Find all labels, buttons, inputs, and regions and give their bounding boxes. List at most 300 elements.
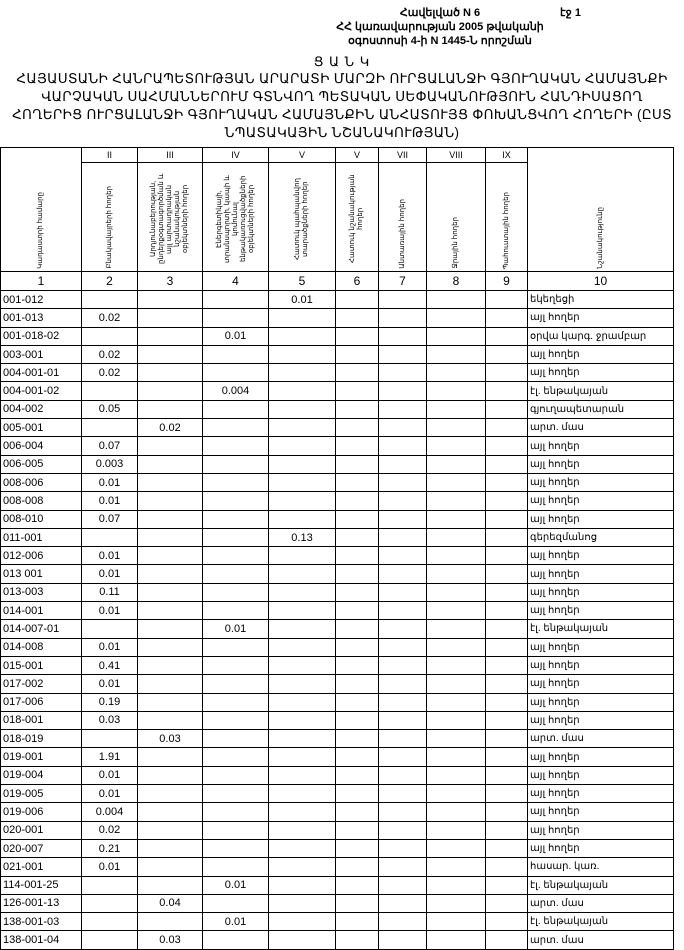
empty-cell bbox=[82, 620, 138, 638]
empty-cell bbox=[269, 492, 336, 510]
empty-cell bbox=[82, 913, 138, 931]
empty-cell bbox=[269, 931, 336, 949]
empty-cell bbox=[379, 638, 427, 656]
area-value: 0.01 bbox=[82, 473, 138, 491]
empty-cell bbox=[379, 894, 427, 912]
column-header bbox=[82, 163, 138, 272]
cadastral-code: 019-006 bbox=[1, 803, 82, 821]
column-number: 8 bbox=[427, 272, 486, 291]
empty-cell bbox=[427, 693, 486, 711]
empty-cell bbox=[427, 638, 486, 656]
purpose: այլ հողեր bbox=[528, 455, 674, 473]
empty-cell bbox=[336, 894, 379, 912]
empty-cell bbox=[269, 711, 336, 729]
area-value: 0.004 bbox=[82, 803, 138, 821]
page-number: էջ 1 bbox=[560, 7, 581, 19]
empty-cell bbox=[379, 620, 427, 638]
empty-cell bbox=[427, 345, 486, 363]
cadastral-code: 018-001 bbox=[1, 711, 82, 729]
column-roman: IV bbox=[203, 148, 269, 163]
empty-cell bbox=[486, 291, 528, 309]
empty-cell bbox=[269, 547, 336, 565]
area-value: 0.01 bbox=[82, 602, 138, 620]
empty-cell bbox=[138, 693, 203, 711]
purpose: այլ հողեր bbox=[528, 437, 674, 455]
area-value: 0.19 bbox=[82, 693, 138, 711]
column-roman: IX bbox=[486, 148, 528, 163]
area-value: 0.03 bbox=[82, 711, 138, 729]
roman-header-row bbox=[1, 148, 674, 163]
empty-cell bbox=[269, 839, 336, 857]
empty-cell bbox=[138, 345, 203, 363]
empty-cell bbox=[427, 876, 486, 894]
empty-cell bbox=[203, 309, 269, 327]
empty-cell bbox=[138, 327, 203, 345]
cadastral-code: 014-008 bbox=[1, 638, 82, 656]
empty-cell bbox=[269, 748, 336, 766]
empty-cell bbox=[138, 656, 203, 674]
empty-cell bbox=[427, 565, 486, 583]
empty-cell bbox=[336, 382, 379, 400]
table-row bbox=[1, 400, 674, 418]
empty-cell bbox=[203, 748, 269, 766]
area-value: 0.03 bbox=[138, 730, 203, 748]
empty-cell bbox=[138, 473, 203, 491]
purpose: գերեզմանոց bbox=[528, 528, 674, 546]
empty-cell bbox=[269, 803, 336, 821]
empty-cell bbox=[379, 565, 427, 583]
cadastral-code: 013 001 bbox=[1, 565, 82, 583]
empty-cell bbox=[486, 382, 528, 400]
empty-cell bbox=[486, 913, 528, 931]
empty-cell bbox=[138, 913, 203, 931]
empty-cell bbox=[379, 876, 427, 894]
empty-cell bbox=[379, 364, 427, 382]
table-row bbox=[1, 839, 674, 857]
empty-cell bbox=[336, 858, 379, 876]
empty-cell bbox=[203, 656, 269, 674]
empty-cell bbox=[203, 547, 269, 565]
table-row bbox=[1, 638, 674, 656]
area-value: 0.01 bbox=[82, 785, 138, 803]
purpose: այլ հողեր bbox=[528, 492, 674, 510]
purpose: էլ. ենթակայան bbox=[528, 620, 674, 638]
empty-cell bbox=[486, 858, 528, 876]
area-value: 0.21 bbox=[82, 839, 138, 857]
area-value: 0.01 bbox=[82, 675, 138, 693]
table-row bbox=[1, 931, 674, 949]
purpose: արտ. մաս bbox=[528, 894, 674, 912]
table-row bbox=[1, 894, 674, 912]
empty-cell bbox=[82, 894, 138, 912]
table-row bbox=[1, 821, 674, 839]
purpose: այլ հողեր bbox=[528, 510, 674, 528]
empty-cell bbox=[138, 675, 203, 693]
area-value: 0.01 bbox=[82, 858, 138, 876]
empty-cell bbox=[203, 839, 269, 857]
area-value: 0.02 bbox=[82, 309, 138, 327]
empty-cell bbox=[336, 785, 379, 803]
empty-cell bbox=[427, 419, 486, 437]
empty-cell bbox=[379, 913, 427, 931]
empty-cell bbox=[336, 839, 379, 857]
empty-cell bbox=[336, 364, 379, 382]
empty-cell bbox=[427, 656, 486, 674]
cadastral-code: 020-001 bbox=[1, 821, 82, 839]
empty-cell bbox=[486, 327, 528, 345]
empty-cell bbox=[138, 748, 203, 766]
empty-cell bbox=[269, 730, 336, 748]
empty-cell bbox=[336, 821, 379, 839]
empty-cell bbox=[486, 364, 528, 382]
table-row bbox=[1, 473, 674, 491]
cadastral-code: 008-008 bbox=[1, 492, 82, 510]
empty-cell bbox=[138, 309, 203, 327]
empty-cell bbox=[138, 602, 203, 620]
empty-cell bbox=[336, 803, 379, 821]
area-value: 0.01 bbox=[82, 492, 138, 510]
area-value: 0.01 bbox=[82, 766, 138, 784]
purpose: էլ. ենթակայան bbox=[528, 913, 674, 931]
empty-cell bbox=[336, 602, 379, 620]
empty-cell bbox=[427, 785, 486, 803]
empty-cell bbox=[269, 693, 336, 711]
empty-cell bbox=[203, 528, 269, 546]
table-row bbox=[1, 858, 674, 876]
empty-cell bbox=[427, 455, 486, 473]
empty-cell bbox=[269, 602, 336, 620]
area-value: 0.03 bbox=[138, 931, 203, 949]
empty-cell bbox=[486, 931, 528, 949]
cadastral-code: 006-004 bbox=[1, 437, 82, 455]
empty-cell bbox=[486, 785, 528, 803]
cadastral-code: 005-001 bbox=[1, 419, 82, 437]
empty-cell bbox=[138, 821, 203, 839]
empty-cell bbox=[203, 510, 269, 528]
purpose: այլ հողեր bbox=[528, 345, 674, 363]
area-value: 0.01 bbox=[82, 547, 138, 565]
empty-cell bbox=[486, 766, 528, 784]
empty-cell bbox=[379, 675, 427, 693]
empty-cell bbox=[336, 766, 379, 784]
table-row bbox=[1, 876, 674, 894]
table-row bbox=[1, 913, 674, 931]
empty-cell bbox=[269, 620, 336, 638]
empty-cell bbox=[138, 547, 203, 565]
empty-cell bbox=[486, 602, 528, 620]
table-row bbox=[1, 602, 674, 620]
cadastral-code: 004-001-02 bbox=[1, 382, 82, 400]
cadastral-code: 021-001 bbox=[1, 858, 82, 876]
empty-cell bbox=[138, 638, 203, 656]
purpose: այլ հողեր bbox=[528, 766, 674, 784]
empty-cell bbox=[486, 583, 528, 601]
cadastral-code: 014-001 bbox=[1, 602, 82, 620]
empty-cell bbox=[379, 455, 427, 473]
empty-cell bbox=[427, 766, 486, 784]
empty-cell bbox=[336, 675, 379, 693]
purpose: այլ հողեր bbox=[528, 675, 674, 693]
column-header-text: Նշանակությունը bbox=[596, 206, 604, 269]
cadastral-code: 019-001 bbox=[1, 748, 82, 766]
empty-cell bbox=[427, 473, 486, 491]
empty-cell bbox=[486, 803, 528, 821]
empty-cell bbox=[427, 711, 486, 729]
empty-cell bbox=[336, 583, 379, 601]
empty-cell bbox=[427, 821, 486, 839]
empty-cell bbox=[427, 583, 486, 601]
empty-cell bbox=[486, 638, 528, 656]
empty-cell bbox=[203, 345, 269, 363]
empty-cell bbox=[427, 748, 486, 766]
empty-cell bbox=[427, 547, 486, 565]
empty-cell bbox=[138, 803, 203, 821]
empty-cell bbox=[336, 510, 379, 528]
empty-cell bbox=[336, 291, 379, 309]
empty-cell bbox=[203, 473, 269, 491]
empty-cell bbox=[203, 602, 269, 620]
empty-cell bbox=[427, 510, 486, 528]
column-header bbox=[269, 163, 336, 272]
table-row bbox=[1, 528, 674, 546]
empty-cell bbox=[486, 730, 528, 748]
table-row bbox=[1, 656, 674, 674]
table-row bbox=[1, 510, 674, 528]
empty-cell bbox=[203, 583, 269, 601]
empty-cell bbox=[203, 400, 269, 418]
table-row bbox=[1, 565, 674, 583]
empty-cell bbox=[203, 693, 269, 711]
empty-cell bbox=[82, 876, 138, 894]
column-roman: II bbox=[82, 148, 138, 163]
empty-cell bbox=[82, 327, 138, 345]
empty-cell bbox=[486, 473, 528, 491]
column-number: 1 bbox=[1, 272, 82, 291]
area-value: 1.91 bbox=[82, 748, 138, 766]
empty-cell bbox=[379, 309, 427, 327]
area-value: 0.02 bbox=[82, 364, 138, 382]
empty-cell bbox=[427, 894, 486, 912]
cadastral-code: 019-005 bbox=[1, 785, 82, 803]
empty-cell bbox=[82, 382, 138, 400]
column-header bbox=[1, 148, 82, 272]
empty-cell bbox=[138, 766, 203, 784]
approval-line: ՀՀ կառավարության 2005 թվականի bbox=[336, 21, 544, 33]
empty-cell bbox=[269, 583, 336, 601]
area-value: 0.01 bbox=[203, 620, 269, 638]
empty-cell bbox=[269, 821, 336, 839]
column-roman: V bbox=[336, 148, 379, 163]
empty-cell bbox=[379, 437, 427, 455]
column-header bbox=[336, 163, 379, 272]
empty-cell bbox=[427, 492, 486, 510]
cadastral-code: 017-002 bbox=[1, 675, 82, 693]
column-header bbox=[427, 163, 486, 272]
purpose: այլ հողեր bbox=[528, 473, 674, 491]
empty-cell bbox=[203, 785, 269, 803]
column-header bbox=[379, 163, 427, 272]
cadastral-code: 004-001-01 bbox=[1, 364, 82, 382]
area-value: 0.01 bbox=[82, 565, 138, 583]
column-number: 6 bbox=[336, 272, 379, 291]
empty-cell bbox=[203, 931, 269, 949]
purpose: եկեղեցի bbox=[528, 291, 674, 309]
empty-cell bbox=[486, 345, 528, 363]
empty-cell bbox=[336, 638, 379, 656]
empty-cell bbox=[138, 291, 203, 309]
area-value: 0.02 bbox=[82, 345, 138, 363]
column-number: 3 bbox=[138, 272, 203, 291]
area-value: 0.05 bbox=[82, 400, 138, 418]
cadastral-code: 008-006 bbox=[1, 473, 82, 491]
table-row bbox=[1, 583, 674, 601]
column-number: 9 bbox=[486, 272, 528, 291]
empty-cell bbox=[486, 309, 528, 327]
empty-cell bbox=[379, 803, 427, 821]
empty-cell bbox=[336, 437, 379, 455]
empty-cell bbox=[427, 730, 486, 748]
purpose: այլ հողեր bbox=[528, 565, 674, 583]
empty-cell bbox=[203, 565, 269, 583]
empty-cell bbox=[336, 656, 379, 674]
empty-cell bbox=[427, 839, 486, 857]
empty-cell bbox=[336, 419, 379, 437]
empty-cell bbox=[203, 437, 269, 455]
empty-cell bbox=[486, 547, 528, 565]
empty-cell bbox=[336, 455, 379, 473]
document-heading: ՀԱՅԱՍՏԱՆԻ ՀԱՆՐԱՊԵՏՈՒԹՅԱՆ ԱՐԱՐԱՏԻ ՄԱՐԶԻ ՈՒՐՑԱԼԱՆՋԻ ԳՅՈՒՂԱԿԱՆ ՀԱՄԱՅՆՔԻ ՎԱՐՉԱԿԱՆ ՍԱՀՄԱՆՆԵՐՈՒՄ ԳՏՆՎՈՂ ՊԵՏԱԿԱՆ ՍԵՓԱԿԱՆՈՒԹՅՈՒՆ ՀԱՆԴԻՍԱՑՈՂ ՀՈՂԵՐԻՑ ՈՒՐՑԱԼԱՆՋԻ ԳՅՈՒՂԱԿԱՆ ՀԱՄԱՅՆՔԻՆ ԱՆՀԱՏՈՒՅՑ ՓՈԽԱՆՑՎՈՂ ՀՈՂԵՐԻ (ԸՍՏ ՆՊԱՏԱԿԱՅԻՆ ՆՇԱՆԱԿՈՒԹՅԱՆ) bbox=[12, 71, 672, 140]
area-value: 0.02 bbox=[138, 419, 203, 437]
purpose: այլ հողեր bbox=[528, 602, 674, 620]
empty-cell bbox=[138, 620, 203, 638]
area-value: 0.11 bbox=[82, 583, 138, 601]
empty-cell bbox=[379, 528, 427, 546]
empty-cell bbox=[379, 583, 427, 601]
cadastral-code: 019-004 bbox=[1, 766, 82, 784]
empty-cell bbox=[379, 327, 427, 345]
area-value: 0.003 bbox=[82, 455, 138, 473]
empty-cell bbox=[269, 766, 336, 784]
cadastral-code: 004-002 bbox=[1, 400, 82, 418]
empty-cell bbox=[379, 766, 427, 784]
column-number-row bbox=[1, 272, 674, 291]
purpose: արտ. մաս bbox=[528, 931, 674, 949]
empty-cell bbox=[269, 327, 336, 345]
empty-cell bbox=[486, 455, 528, 473]
area-value: 0.07 bbox=[82, 510, 138, 528]
area-value: 0.04 bbox=[138, 894, 203, 912]
approval-line: Հավելված N 6 bbox=[399, 7, 481, 19]
empty-cell bbox=[336, 913, 379, 931]
empty-cell bbox=[486, 656, 528, 674]
empty-cell bbox=[269, 785, 336, 803]
document-title: Ց Ա Ն Կ bbox=[313, 54, 371, 69]
empty-cell bbox=[427, 803, 486, 821]
empty-cell bbox=[82, 291, 138, 309]
empty-cell bbox=[486, 748, 528, 766]
purpose: այլ հողեր bbox=[528, 785, 674, 803]
empty-cell bbox=[336, 620, 379, 638]
cadastral-code: 008-010 bbox=[1, 510, 82, 528]
table-row bbox=[1, 327, 674, 345]
column-header bbox=[528, 148, 674, 272]
empty-cell bbox=[269, 656, 336, 674]
purpose: այլ հողեր bbox=[528, 711, 674, 729]
empty-cell bbox=[336, 711, 379, 729]
empty-cell bbox=[138, 437, 203, 455]
empty-cell bbox=[427, 858, 486, 876]
empty-cell bbox=[379, 839, 427, 857]
empty-cell bbox=[427, 291, 486, 309]
table-row bbox=[1, 437, 674, 455]
empty-cell bbox=[486, 839, 528, 857]
empty-cell bbox=[138, 364, 203, 382]
empty-cell bbox=[138, 839, 203, 857]
empty-cell bbox=[138, 858, 203, 876]
empty-cell bbox=[379, 345, 427, 363]
area-value: 0.01 bbox=[82, 638, 138, 656]
cadastral-code: 015-001 bbox=[1, 656, 82, 674]
table-row bbox=[1, 547, 674, 565]
purpose: օրվա կարգ. ջրամբար bbox=[528, 327, 674, 345]
table-row bbox=[1, 455, 674, 473]
empty-cell bbox=[138, 711, 203, 729]
column-roman: V bbox=[269, 148, 336, 163]
empty-cell bbox=[336, 730, 379, 748]
empty-cell bbox=[486, 437, 528, 455]
empty-cell bbox=[379, 382, 427, 400]
empty-cell bbox=[269, 913, 336, 931]
empty-cell bbox=[486, 693, 528, 711]
empty-cell bbox=[486, 510, 528, 528]
empty-cell bbox=[379, 656, 427, 674]
empty-cell bbox=[336, 693, 379, 711]
empty-cell bbox=[138, 785, 203, 803]
empty-cell bbox=[427, 675, 486, 693]
cadastral-code: 017-006 bbox=[1, 693, 82, 711]
empty-cell bbox=[379, 510, 427, 528]
empty-cell bbox=[336, 528, 379, 546]
area-value: 0.01 bbox=[203, 913, 269, 931]
empty-cell bbox=[203, 675, 269, 693]
empty-cell bbox=[203, 711, 269, 729]
area-value: 0.004 bbox=[203, 382, 269, 400]
column-number: 2 bbox=[82, 272, 138, 291]
empty-cell bbox=[486, 565, 528, 583]
purpose: գյուղապետարան bbox=[528, 400, 674, 418]
empty-cell bbox=[269, 638, 336, 656]
table-row bbox=[1, 693, 674, 711]
cadastral-code: 012-006 bbox=[1, 547, 82, 565]
land-table bbox=[0, 147, 674, 950]
empty-cell bbox=[427, 528, 486, 546]
area-value: 0.01 bbox=[269, 291, 336, 309]
purpose: այլ հողեր bbox=[528, 839, 674, 857]
purpose: էլ. ենթակայան bbox=[528, 382, 674, 400]
area-value: 0.07 bbox=[82, 437, 138, 455]
cadastral-code: 013-003 bbox=[1, 583, 82, 601]
empty-cell bbox=[269, 675, 336, 693]
purpose: արտ. մաս bbox=[528, 419, 674, 437]
empty-cell bbox=[336, 748, 379, 766]
empty-cell bbox=[486, 620, 528, 638]
empty-cell bbox=[82, 931, 138, 949]
empty-cell bbox=[203, 730, 269, 748]
empty-cell bbox=[427, 437, 486, 455]
empty-cell bbox=[379, 473, 427, 491]
empty-cell bbox=[379, 419, 427, 437]
empty-cell bbox=[269, 473, 336, 491]
